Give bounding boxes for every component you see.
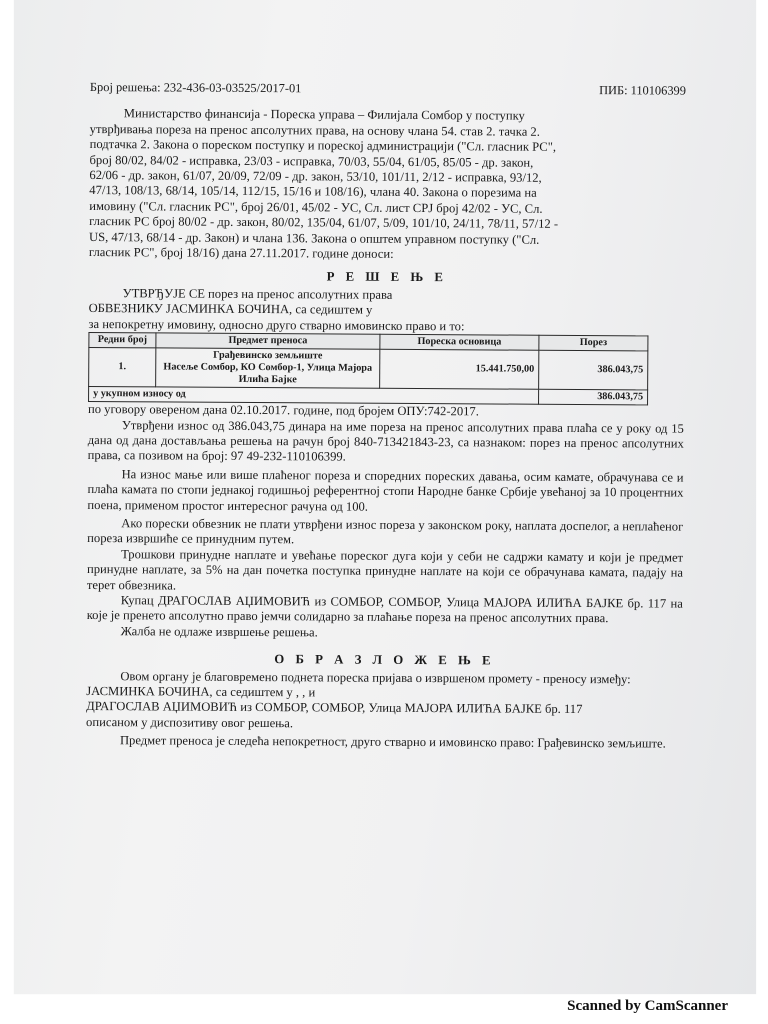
tax-amount: 386.043,75: [539, 350, 648, 390]
subject-line: Грађевинско земљиште: [213, 349, 323, 362]
intro-line: имовину ("Сл. гласник РС", број 26/01, 45/02 - УС, Сл. лист СРЈ број 42/02 - УС, Сл.: [89, 198, 543, 216]
decision-heading: Р Е Ш Е Њ Е: [326, 269, 447, 285]
transfer-subject: [156, 348, 380, 388]
tax-table: [88, 332, 648, 405]
column-header: Предмет преноса: [156, 333, 380, 349]
tax-id: ПИБ: 110106399: [599, 83, 686, 98]
interest-paragraph: На износ мање или више плаћеног пореза и споредних пореских давања, осим камате, обрачунава се и плаћа камата по стопи једнакој годишњој референтној стопи Народне банке Србије увећаној за 10 процентних поена, применом простог интересног рачуна од 100.: [87, 466, 684, 514]
intro-paragraph: [89, 106, 686, 264]
reasoning-paragraph: Овом органу је благовремено поднета пореска пријава о извршеном промету - преносу између:: [120, 668, 631, 686]
intro-line: број 80/02, 84/02 - исправка, 23/03 - исправка, 70/03, 55/04, 61/05, 85/05 - др. закон,: [89, 152, 534, 170]
intro-line: гласник РС број 80/02 - др. закон, 80/02, 135/04, 61/07, 5/09, 101/10, 24/11, 78/11, 57/12 -: [89, 214, 559, 232]
buyer-paragraph: Купац ДРАГОСЛАВ АЏИМОВИЋ из СОМБОР, СОМБОР, Улица МАЈОРА ИЛИЋА БАЈКЕ бр. 117 на које је пренето апсолутно право јемчи солидарно за плаћање пореза на пренос апсолутних права.: [86, 593, 683, 626]
intro-line: 62/06 - др. закон, 61/07, 20/09, 72/09 - др. закон, 53/10, 101/11, 2/12 - исправка, 93/12,: [89, 168, 542, 185]
column-header: Редни број: [89, 333, 156, 348]
intro-line: утврђивања пореза на пренос апсолутних права, на основу члана 54. став 2. тачка 2.: [89, 121, 540, 139]
total-value: 386.043,75: [539, 389, 648, 405]
total-label: у укупном износу од: [89, 387, 539, 405]
reasoning-heading: О Б Р А З Л О Ж Е Њ Е: [274, 652, 495, 668]
document-body: [86, 80, 686, 752]
decision-line: ОБВЕЗНИКУ ЈАСМИНКА БОЧИНА, са седиштем у: [88, 301, 373, 318]
scanned-paper: [14, 0, 756, 994]
intro-line: подтачка 2. Закона о пореском поступку и пореској администрацији ("Сл. гласник РС",: [89, 137, 557, 155]
party-note: описаном у диспозитиву овог решења.: [86, 714, 294, 731]
document-header: [90, 80, 686, 99]
payment-paragraph: Утврђени износ од 386.043,75 динара на име пореза на пренос апсолутних права плаћа се у року од 15 дана од дана достављања решења на рачун број 840-713421843-23, са назнаком: порез на пренос апсолутних права, са позивом на број: 97 49-232-110106399.: [87, 417, 684, 464]
column-header: Пореска основица: [380, 334, 539, 350]
decision-line: УТВРЂУЈЕ СЕ порез на пренос апсолутних права: [122, 286, 393, 302]
column-header: Порез: [539, 335, 648, 351]
intro-line: Министарство финансија - Пореска управа – Филијала Сомбор у поступку: [123, 106, 525, 124]
appeal-paragraph: Жалба не одлаже извршење решења.: [120, 623, 318, 640]
enforcement-paragraph: Ако порески обвезник не плати утврђени износ пореза у законском року, наплата доспелог, а неплаћеног пореза извршиће се принудним путем.: [87, 516, 684, 547]
table-row: [89, 348, 648, 390]
party-buyer: ДРАГОСЛАВ АЏИМОВИЋ из СОМБОР, СОМБОР, Улица МАЈОРА ИЛИЋА БАЈКЕ бр. 117: [86, 699, 583, 717]
row-number: 1.: [89, 348, 156, 387]
intro-line: 47/13, 108/13, 68/14, 105/14, 112/15, 15/16 и 108/16), члана 40. Закона о порезима на: [89, 183, 537, 201]
subject-paragraph: Предмет преноса је следећа непокретност, друго стварно и имовинско право: Грађевинско земљиште.: [119, 733, 666, 751]
decision-number: Број решења: 232-436-03-03525/2017-01: [89, 80, 302, 96]
decision-line: за непокретну имовину, односно друго стварно имовинско право и то:: [88, 316, 465, 333]
party-seller: ЈАСМИНКА БОЧИНА, са седиштем у , , и: [86, 683, 316, 700]
tax-base: 15.441.750,00: [380, 349, 539, 389]
scanner-watermark: Scanned by CamScanner: [567, 998, 728, 1014]
subject-line: Насеље Сомбор, КО Сомбор-1, Улица Мајора: [163, 361, 373, 374]
subject-line: Илића Бајке: [238, 374, 297, 386]
costs-paragraph: Трошкови принудне наплате и увећање пореског дуга који у себи не садржи камату и који је предмет принудне наплате, за 5% на дан почетка поступка принудне наплате на који се обрачунава камата, падају на терет обвезника.: [86, 546, 684, 593]
contract-line: по уговору овереном дана 02.10.2017. године, под бројем ОПУ:742-2017.: [87, 402, 479, 419]
intro-line: US, 47/13, 68/14 - др. Закон) и члана 136. Закона о општем управном поступку ("Сл.: [89, 229, 540, 247]
intro-line: гласник РС", број 18/16) дана 27.11.2017. године доноси:: [88, 245, 394, 261]
